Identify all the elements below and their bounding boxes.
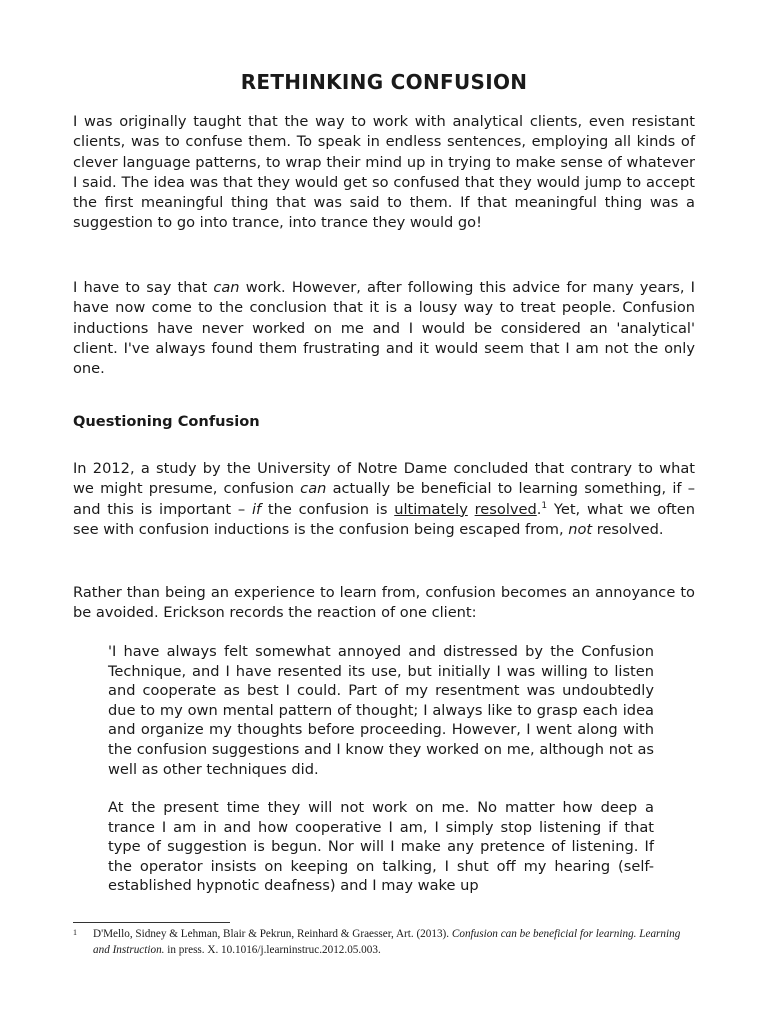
block-quote-2: At the present time they will not work on me. No matter how deep a trance I am in and how cooperative I am, I simply stop listening if that type of suggestion is begun. Nor will I make any pretence of listening. If the operator insists on keeping on talking, I shut off my hearing (self-established hypnotic deafness) and I may wake up	[108, 799, 654, 895]
underline-ultimately: ultimately	[394, 500, 468, 518]
footnote-text	[73, 927, 695, 958]
paragraph-study	[73, 459, 695, 540]
text-run: the confusion is	[261, 500, 395, 518]
emphasis-not: not	[568, 520, 593, 538]
text-run: .	[536, 500, 542, 518]
footnote-title: Confusion can be beneficial for learning. Learning and Instruction.	[93, 928, 681, 956]
block-quote-1: 'I have always felt somewhat annoyed and distressed by the Confusion Technique, and I have resented its use, but initially I was willing to listen and cooperate as best I could. Part of my resentment was undoubtedly due to my own mental pattern of thought; I always like to grasp each idea and organize my thoughts before proceeding. However, I went along with the confusion suggestions and I know they worked on me, although not as well as other techniques did.	[108, 643, 654, 778]
text-run: resolved.	[592, 520, 664, 538]
text-run: in press. X. 10.1016/j.learninstruc.2012.05.003.	[164, 943, 381, 956]
underline-resolved: resolved	[474, 500, 537, 518]
page-title: RETHINKING CONFUSION	[240, 70, 528, 94]
emphasis-can: can	[300, 480, 327, 498]
text-run: Yet, what we often see with confusion inductions is the confusion being escaped from,	[73, 500, 695, 538]
paragraph-annoyance: Rather than being an experience to learn from, confusion becomes an annoyance to be avoided. Erickson records the reaction of one client:	[73, 584, 695, 622]
emphasis-if: if	[251, 500, 262, 518]
text-run: In 2012, a study by the University of Notre Dame concluded that contrary to what we might presume, confusion	[73, 460, 695, 498]
emphasis-can: can	[213, 279, 240, 296]
paragraph-can-work	[73, 278, 695, 379]
text-run: D'Mello, Sidney & Lehman, Blair & Pekrun, Reinhard & Graesser, Art. (2013).	[93, 928, 452, 940]
footnote-divider	[73, 922, 230, 923]
text-run: I have to say that	[73, 279, 214, 296]
text-run: actually be beneficial to learning something, if – and this is important –	[73, 480, 695, 518]
footnote-mark: 1	[73, 928, 77, 937]
section-heading: Questioning Confusion	[73, 413, 260, 430]
text-run: work. However, after following this advice for many years, I have now come to the conclusion that it is a lousy way to treat people. Confusion inductions have never worked on me and I would be considered an 'analytical' client. I've always found them frustrating and it would seem that I am not the only one.	[73, 279, 695, 378]
paragraph-intro: I was originally taught that the way to work with analytical clients, even resistant clients, was to confuse them. To speak in endless sentences, employing all kinds of clever language patterns, to wrap their mind up in trying to make sense of whatever I said. The idea was that they would get so confused that they would jump to accept the first meaningful thing that was said to them. If that meaningful thing was a suggestion to go into trance, into trance they would go!	[73, 113, 695, 232]
footnote	[73, 927, 695, 958]
footnote-ref: 1	[541, 500, 548, 511]
text-run	[468, 501, 475, 518]
